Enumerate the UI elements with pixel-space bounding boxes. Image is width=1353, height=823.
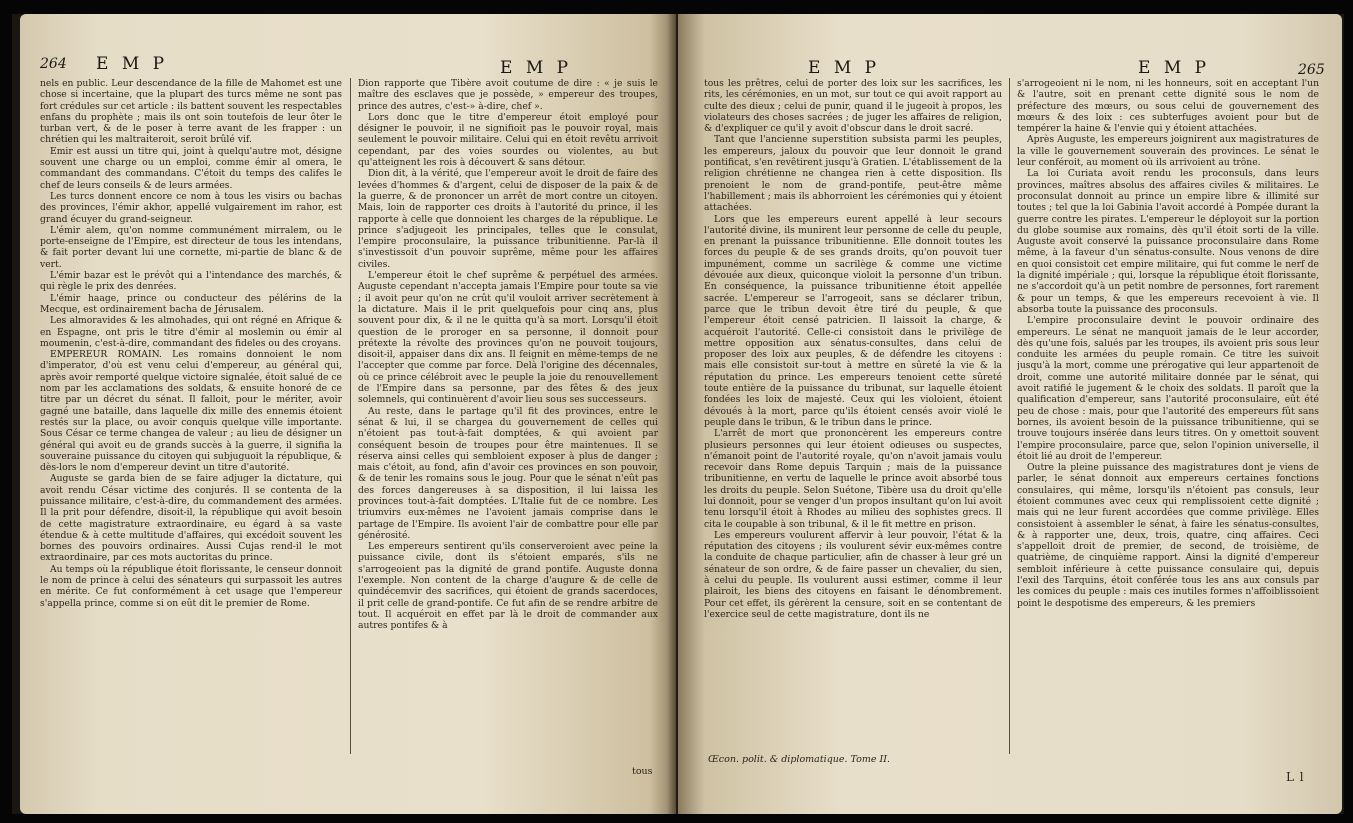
paragraph: Les turcs donnent encore ce nom à tous les visirs ou bachas des provinces, l'émir akhor, appellé vulgairement im rahor, est grand écuyer du grand-seigneur. [40,190,342,225]
paragraph: s'arrogeoient ni le nom, ni les honneurs, soit en acceptant l'un & l'autre, soit en prenant cette dignité sous le nom de préfecture des mœurs, ou sous celui de gouvernement des mœurs & des loix : ces subterfuges avoient pour but de tempérer la haine & l'envie qui y étoient attachées. [1017,78,1319,135]
paragraph: Les empereurs sentirent qu'ils conserveroient avec peine la puissance civile, dont ils s'étoient emparés, s'ils ne s'arrogeoient pas la dignité de grand pontife. Auguste donna l'exemple. Non content de la charge d'augure & de celle de quindécemvir des sacrifices, qui étoient de grands sacerdoces, il prit celle de grand-pontife. Ce fut afin de se rendre arbitre de tout. Il acquéroit en effet par là le droit de commander aux autres pontifes & à [358,541,658,632]
running-head-center-left: E M P [500,58,573,78]
running-head-right: E M P [1138,58,1211,78]
right-page [678,14,1342,814]
page-footer: Œcon. polit. & diplomatique. Tome II. [708,754,891,765]
paragraph: L'empire proconsulaire devint le pouvoir ordinaire des empereurs. Le sénat ne manquoit jamais de le leur accorder, dès qu'une fois, salués par les troupes, ils avoient pris sous leur conduite les armées du peuple romain. Ce titre les suivoit jusqu'à la mort, comme une prérogative qui leur appartenoit de droit, comme une autorité militaire donnée par le sénat, qui avoit ratifié le jugement & le choix des soldats. Il paroît que la qualification d'empereur, sans l'autorité proconsulaire, eût été peu de chose : mais, pour que l'autorité des empereurs fût sans bornes, ils avoient besoin de la puissance tribunitienne, qui se trouve toujours insérée dans leurs titres. On y omettoit souvent l'empire proconsulaire, parce que, selon l'opinion universelle, il étoit lié au droit de l'empereur. [1017,315,1319,462]
paragraph: L'empereur étoit le chef suprême & perpétuel des armées. Auguste cependant n'accepta jamais l'Empire pour toute sa vie ; il avoit peur qu'on ne crût qu'il vouloit arriver secrètement à la dictature. Mais il le prit quelquefois pour cinq ans, plus souvent pour dix, & il ne le quitta qu'à sa mort. Lorsqu'il étoit question de le proroger en sa personne, il donnoit pour prétexte la révolte des provinces qu'on ne pouvoit toujours, disoit-il, appaiser dans dix ans. Il feignit en même-temps de ne l'accepter que comme par force. Delà l'origine des décennales, où ce prince célébroit avec le peuple la joie du renouvellement de l'Empire dans sa personne, par des fêtes & des jeux solemnels, qui continuèrent d'avoir lieu sous ses successeurs. [358,270,658,406]
paragraph: Au reste, dans le partage qu'il fit des provinces, entre le sénat & lui, il se chargea du gouvernement de celles qui n'étoient pas tout-à-fait domptées, & qui avoient par conséquent besoin de troupes pour être maintenues. Il se réserva ainsi celles qui sembloient exposer à plus de danger ; mais c'étoit, au fond, afin d'avoir ces provinces en son pouvoir, & de tenir les romains sous le joug. Pour que le sénat n'eût pas des forces dangereuses à sa disposition, il lui laissa les provinces tout-à-fait domptées. L'Italie fut de ce nombre. Les triumvirs eux-mêmes ne l'avoient jamais comprise dans le partage de l'Empire. Ils avoient l'air de combattre pour elle par générosité. [358,405,658,541]
right-column-2 [1017,78,1319,762]
page-number-right: 265 [1298,62,1325,78]
paragraph: L'émir haage, prince ou conducteur des pélérins de la Mecque, est ordinairement bacha de Jérusalem. [40,292,342,315]
running-head-center-right: E M P [808,58,881,78]
paragraph: Auguste se garda bien de se faire adjuger la dictature, qui avoit rendu César victime des conjurés. Il se contenta de la puissance militaire, c'est-à-dire, du commandement des armées. Il la prit pour défendre, disoit-il, la république qui avoit besoin de cette magistrature extraordinaire, eu égard à sa vaste étendue & à cette multitude d'affaires, qui excédoit souvent les bornes des pouvoirs ordinaires. Aussi Cujas rend-il le mot extraordinaire, par ces mots auctoritas du prince. [40,473,342,564]
book-spread [12,14,1344,814]
paragraph: Au temps où la république étoit florissante, le censeur donnoit le nom de prince à celui des sénateurs qui surpassoit les autres en mérite. Ce fut conformément à cet usage que l'empereur s'appella prince, comme si on eût dit le premier de Rome. [40,563,342,609]
column-divider [350,78,351,754]
right-column-1 [704,78,1002,748]
column-divider [1009,78,1010,754]
paragraph: L'émir alem, qu'on nomme communément mirralem, ou le porte-enseigne de l'Empire, est directeur de tous les intendans, & fait porter devant lui une cornette, mi-partie de blanc & de vert. [40,224,342,270]
paragraph: Lors donc que le titre d'empereur étoit employé pour désigner le pouvoir, il ne signifioit pas le pouvoir royal, mais seulement le pouvoir militaire. Celui qui en étoit revêtu arrivoit cependant, par des voies sourdes ou violentes, au but qu'atteignent les rois à découvert & sans détour. [358,111,658,169]
paragraph: EMPEREUR ROMAIN. Les romains donnoient le nom d'imperator, d'où est venu celui d'empereur, au général qui, après avoir remporté quelque victoire signalée, étoit salué de ce nom par les acclamations des soldats, & ensuite honoré de ce titre par un décret du sénat. Il falloit, pour le mériter, avoir gagné une bataille, dans laquelle dix mille des ennemis étoient restés sur la place, ou avoir conquis quelque ville importante. Sous César ce terme changea de valeur ; au lieu de désigner un général qui avoit eu de grands succès à la guerre, il signifia la souveraine puissance du citoyen qui subjuguoit la république, & dès-lors le nom d'empereur devint un titre d'autorité. [40,349,342,474]
left-column-2 [358,78,658,760]
page-number-left: 264 [40,56,67,72]
paragraph: Dion rapporte que Tibère avoit coutume de dire : « je suis le maître des esclaves que je possède, » empereur des troupes, prince des autres, c'est-» à-dire, chef ». [358,78,658,112]
paragraph: Dion dit, à la vérité, que l'empereur avoit le droit de faire des levées d'hommes & d'argent, celui de disposer de la paix & de la guerre, & de prononcer un arrêt de mort contre un citoyen. Mais, loin de rapporter ces droits à l'autorité du prince, il les rapporte à celle que donnoient les charges de la république. Le prince s'adjugeoit les principales, telles que le consulat, l'empire proconsulaire, la puissance tribunitienne. Par-là il s'investissoit d'un pouvoir suprême, même pour les affaires civiles. [358,168,658,270]
paragraph: tous les prêtres, celui de porter des loix sur les sacrifices, les rits, les cérémonies, en un mot, sur tout ce qui avoit rapport au culte des dieux ; celui de punir, quand il le jugeoit à propos, les violateurs des choses sacrées ; de juger les affaires de religion, & d'expliquer ce qu'il y avoit d'obscur dans le droit sacré. [704,78,1002,135]
paragraph: Emir est aussi un titre qui, joint à quelqu'autre mot, désigne souvent une charge ou un emploi, comme émir al omera, le commandant des commandans. C'étoit du temps des califes le chef de leurs conseils & de leurs armées. [40,145,342,191]
catchword: tous [632,766,653,777]
paragraph: Après Auguste, les empereurs joignirent aux magistratures de la ville le gouvernement souverain des provinces. Le sénat le leur conféroit, au moment où ils arrivoient au trône. [1017,134,1319,169]
signature-mark: L l [1286,770,1305,784]
paragraph: Tant que l'ancienne superstition subsista parmi les peuples, les empereurs, jaloux du pouvoir que leur donnoit le grand pontificat, s'en revêtirent jusqu'à Gratien. L'établissement de la religion chrétienne ne changea rien à cette disposition. Ils prenoient le nom de grand-pontife, peut-être même l'habillement ; mais ils abhorroient les cérémonies qui y étoient attachées. [704,134,1002,214]
paragraph: Les almoravides & les almohades, qui ont régné en Afrique & en Espagne, ont pris le titre d'émir al moslemin ou émir al moumenin, c'est-à-dire, commandant des fideles ou des croyans. [40,315,342,349]
paragraph: La loi Curiata avoit rendu les proconsuls, dans leurs provinces, maîtres absolus des affaires civiles & militaires. Le proconsulat donnoit au prince un empire libre & illimité sur toutes ; tel que la loi Gabinia l'avoit accordé à Pompée durant la guerre contre les pirates. L'empereur le déployoit sur la portion du globe soumise aux romains, dès qu'il étoit sorti de la ville. Auguste avoit conservé la puissance proconsulaire dans Rome même, à la faveur d'un sénatus-consulte. Nous venons de dire en quoi consistoit cet empire militaire, qui fut comme le nerf de la dignité impériale ; qui, lorsque la république étoit florissante, ne s'accordoit qu'à un petit nombre de personnes, fort rarement & pour un temps, & que les empereurs recevoient à vie. Il absorba toute la puissance des proconsuls. [1017,168,1319,315]
paragraph: L'émir bazar est le prévôt qui a l'intendance des marchés, & qui règle le prix des denrées. [40,270,342,293]
paragraph: L'arrêt de mort que prononcèrent les empereurs contre plusieurs personnes qui leur étoient odieuses ou suspectes, n'émanoit point de l'autorité royale, qu'on n'avoit jamais voulu recevoir dans Rome depuis Tarquin ; mais de la puissance tribunitienne, en vertu de laquelle le prince avoit absorbé tous les droits du peuple. Selon Suétone, Tibère usa du droit qu'elle lui donnoit, pour se venger d'un propos insultant qu'on lui avoit tenu lorsqu'il étoit à Rhodes au milieu des sophistes grecs. Il cita le coupable à son tribunal, & il le fit mettre en prison. [704,428,1002,530]
left-column-1 [40,78,342,768]
paragraph: Lors que les empereurs eurent appellé à leur secours l'autorité divine, ils munirent leur personne de celle du peuple, en prenant la puissance tribunitienne. Elle donnoit toutes les forces du peuple & de ses grands droits, qu'on pouvoit tuer impunément, comme un sacrilège & comme une victime dévouée aux dieux, quiconque violoit la personne d'un tribun. En conséquence, la puissance tribunitienne étoit appellée sacrée. L'empereur se l'arrogeoit, sans se déclarer tribun, parce que le tribun devoit être tiré du peuple, & que l'empereur étoit censé patricien. Il laissoit la charge, & acquéroit l'autorité. Celle-ci consistoit dans le privilège de mettre opposition aux sénatus-consultes, dans celui de proposer des loix aux peuples, & de défendre les citoyens : mais elle consistoit sur-tout à mettre en sûreté la vie & la réputation du prince. Les empereurs tenoient cette sûreté toute entière de la puissance du tribunat, sur laquelle étoient fondées les loix de majesté. Ceux qui les violoient, étoient dévoués à la mort, parce qu'ils étoient censés avoir violé le peuple dans le tribun, & le tribun dans le prince. [704,213,1002,428]
running-head-left: E M P [96,54,169,74]
paragraph: Les empereurs voulurent affervir à leur pouvoir, l'état & la réputation des citoyens ; ils voulurent sévir eux-mêmes contre la conduite de chaque particulier, afin de chasser à leur gré un sénateur de son ordre, & de faire passer un chevalier, du sien, à celui du peuple. Ils voulurent aussi estimer, comme il leur plairoit, les biens des citoyens en faisant le dénombrement. Pour cet effet, ils gérèrent la censure, soit en se contentant de l'exercice seul de cette magistrature, dont ils ne [704,529,1002,620]
left-page [20,14,676,814]
paragraph: Outre la pleine puissance des magistratures dont je viens de parler, le sénat donnoit aux empereurs certaines fonctions consulaires, qui même, lorsqu'ils n'étoient pas consuls, leur étoient communes avec ceux qui remplissoient cette dignité ; mais qui ne leur furent accordées que comme privilège. Elles consistoient à assembler le sénat, à faire les sénatus-consultes, & à rapporter une, deux, trois, quatre, cinq affaires. Ceci s'appelloit droit de premier, de second, de troisième, de quatrième, de cinquième rapport. Ainsi la dignité d'empereur sembloit inférieure à cette puissance consulaire qui, depuis l'exil des Tarquins, étoit conférée tous les ans aux consuls par les comices du peuple : mais ces inutiles formes n'affoiblissoient point le despotisme des empereurs, & les premiers [1017,462,1319,609]
paragraph: nels en public. Leur descendance de la fille de Mahomet est une chose si incertaine, que la plupart des turcs même ne sont pas fort crédules sur cet article : ils battent souvent les respectables enfans du prophète ; mais ils ont soin toutefois de leur ôter le turban vert, & de le poser à terre avant de les frapper : un chrétien qui les maltraiteroit, seroit brûlé vif. [40,78,342,146]
